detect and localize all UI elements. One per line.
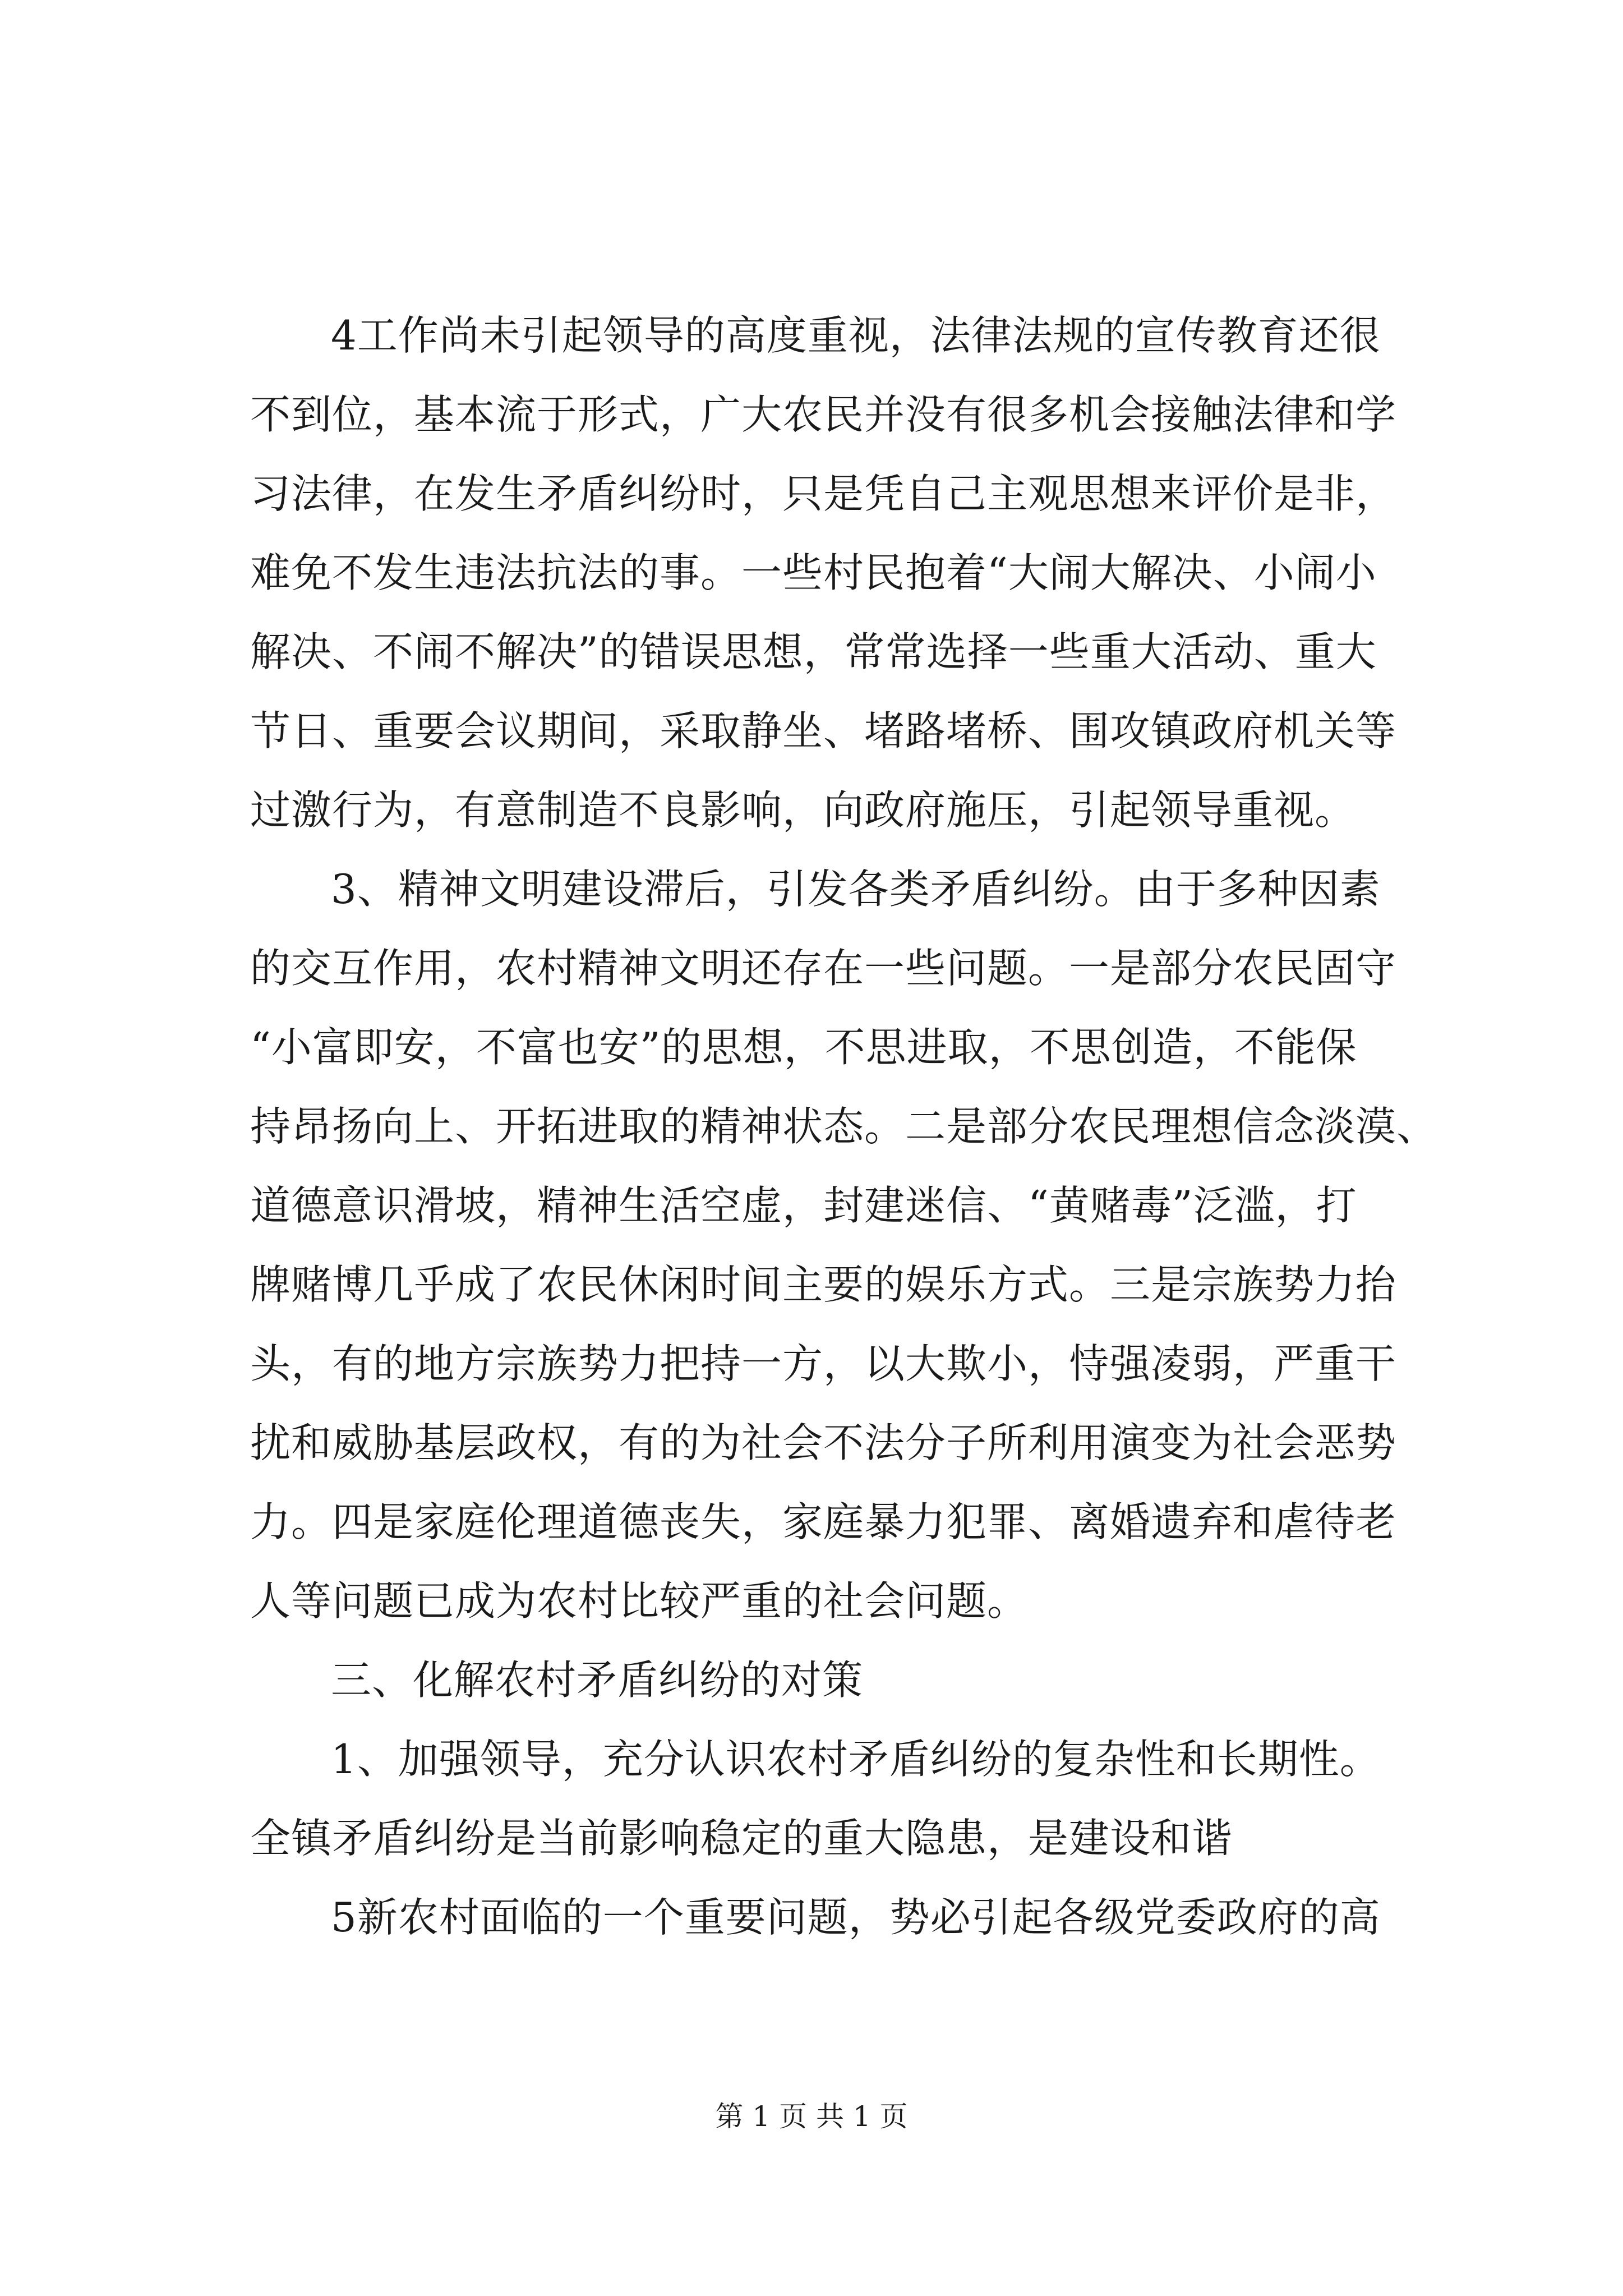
text-line: 头，有的地方宗族势力把持一方，以大欺小，恃强凌弱，严重干 xyxy=(250,1340,1397,1387)
text-line: 3、精神文明建设滞后，引发各类矛盾纠纷。由于多种因素 xyxy=(331,866,1381,913)
text-line: 节日、重要会议期间，采取静坐、堵路堵桥、围攻镇政府机关等 xyxy=(250,707,1397,754)
page-number-footer: 第 1 页 共 1 页 xyxy=(715,2100,908,2133)
text-line: 全镇矛盾纠纷是当前影响稳定的重大隐患，是建设和谐 xyxy=(250,1815,1233,1862)
text-line: 难免不发生违法抗法的事。一些村民抱着“大闹大解决、小闹小 xyxy=(250,549,1377,596)
text-line: 1、加强领导，充分认识农村矛盾纠纷的复杂性和长期性。 xyxy=(331,1736,1381,1783)
text-line: 不到位，基本流于形式，广大农民并没有很多机会接触法律和学 xyxy=(250,391,1397,438)
text-line: 牌赌博几乎成了农民休闲时间主要的娱乐方式。三是宗族势力抬 xyxy=(250,1261,1397,1308)
text-line: 力。四是家庭伦理道德丧失，家庭暴力犯罪、离婚遗弃和虐待老 xyxy=(250,1498,1397,1545)
text-line: 道德意识滑坡，精神生活空虚，封建迷信、“黄赌毒”泛滥，打 xyxy=(250,1182,1357,1229)
text-line: 过激行为，有意制造不良影响，向政府施压，引起领导重视。 xyxy=(250,786,1356,834)
text-line: 人等问题已成为农村比较严重的社会问题。 xyxy=(250,1577,1029,1625)
text-line: 持昂扬向上、开拓进取的精神状态。二是部分农民理想信念淡漠、 xyxy=(250,1103,1438,1150)
document-body xyxy=(250,296,1438,1957)
text-line: 解决、不闹不解决”的错误思想，常常选择一些重大活动、重大 xyxy=(250,628,1377,675)
text-line: 的交互作用，农村精神文明还存在一些问题。一是部分农民固守 xyxy=(250,945,1397,992)
text-line: 4工作尚未引起领导的高度重视，法律法规的宣传教育还很 xyxy=(331,312,1381,359)
text-line: 习法律，在发生矛盾纠纷时，只是凭自己主观思想来评价是非， xyxy=(250,470,1397,517)
text-line: 扰和威胁基层政权，有的为社会不法分子所利用演变为社会恶势 xyxy=(250,1419,1397,1466)
text-line: 5新农村面临的一个重要问题，势必引起各级党委政府的高 xyxy=(331,1894,1381,1941)
section-heading: 三、化解农村矛盾纠纷的对策 xyxy=(331,1657,864,1704)
text-line: “小富即安，不富也安”的思想，不思进取，不思创造，不能保 xyxy=(250,1024,1357,1071)
